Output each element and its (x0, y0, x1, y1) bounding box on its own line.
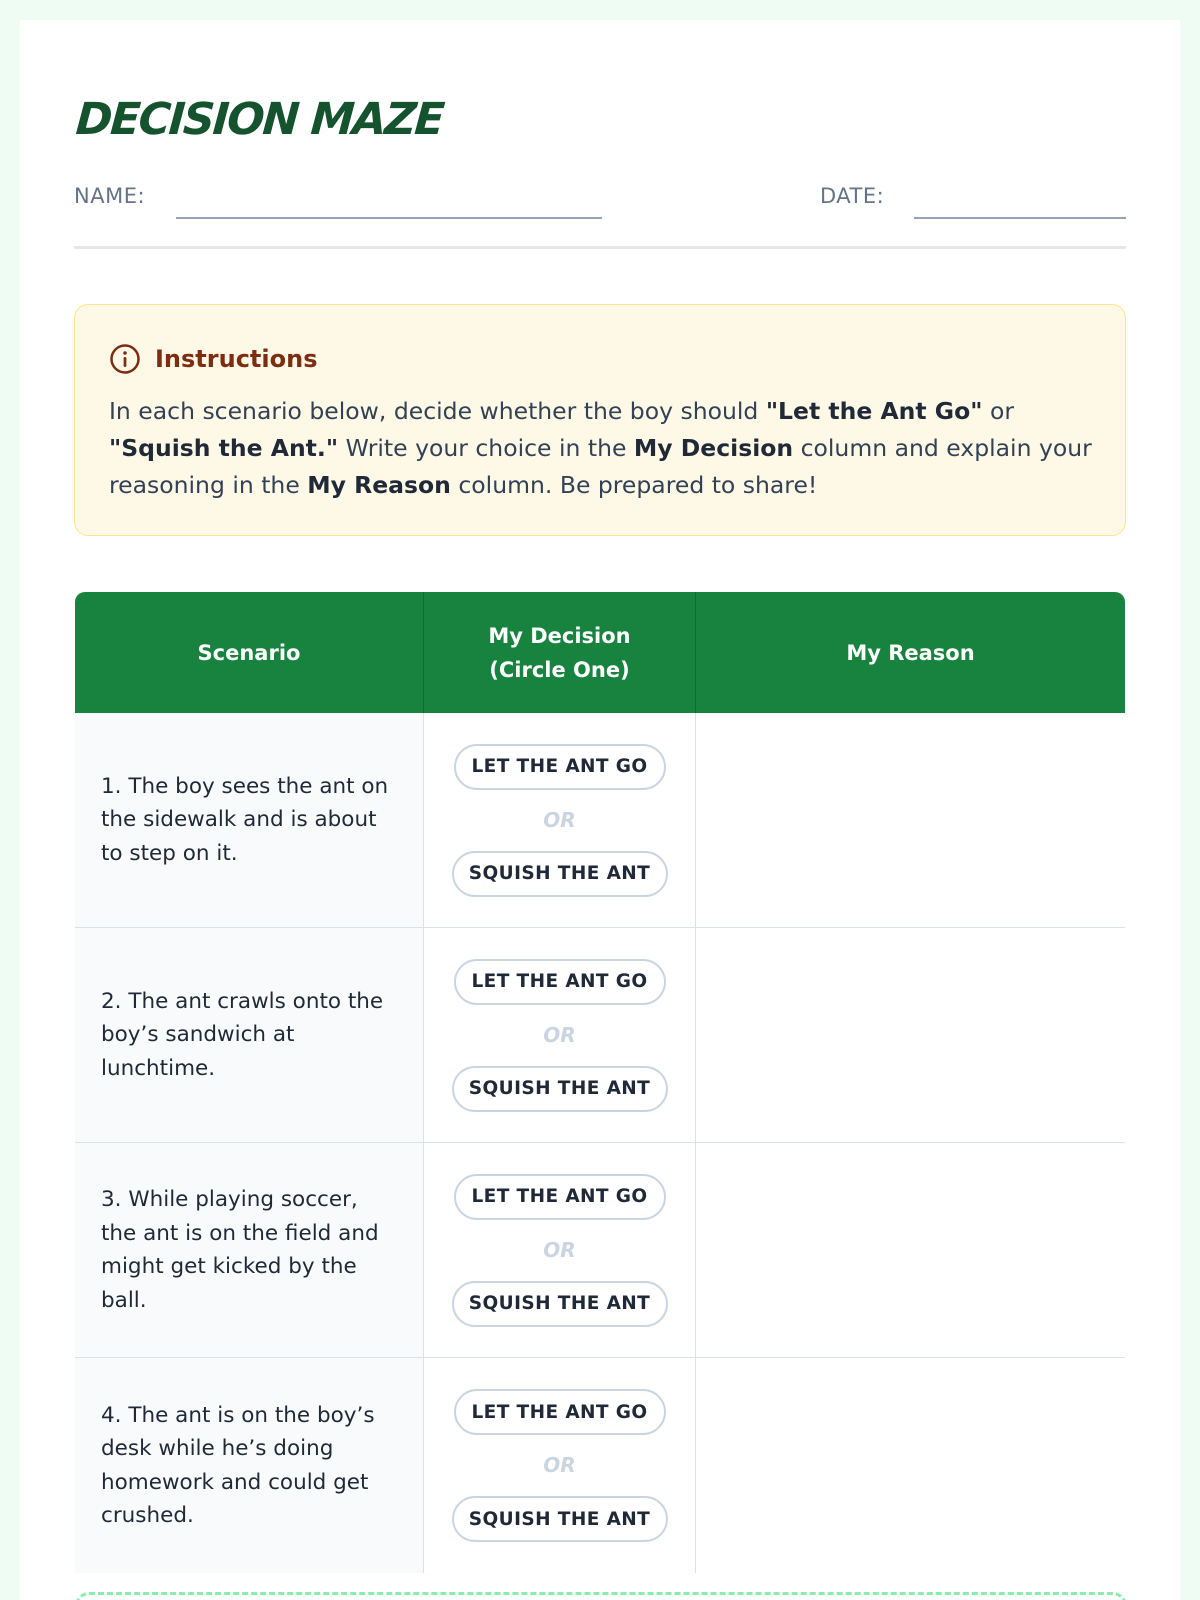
decision-cell (424, 713, 696, 927)
name-field[interactable] (176, 217, 602, 219)
table-row (75, 1143, 1125, 1358)
scenario-cell: 4. The ant is on the boy’s desk while he’s doing homework and could get crushed. (75, 1358, 424, 1573)
instructions-title: Instructions (155, 345, 318, 373)
header-decision: My Decision (Circle One) (424, 592, 696, 713)
info-icon (109, 343, 141, 375)
squish-ant-option[interactable]: SQUISH THE ANT (452, 1496, 668, 1542)
or-separator: OR (543, 1022, 576, 1047)
date-field[interactable] (914, 217, 1126, 219)
let-ant-go-option[interactable]: LET THE ANT GO (454, 744, 666, 790)
reason-cell[interactable] (696, 713, 1125, 927)
scenario-cell: 1. The boy sees the ant on the sidewalk and is about to step on it. (75, 713, 424, 927)
decision-cell (424, 1143, 696, 1357)
decision-table (75, 592, 1125, 1573)
header-divider (74, 246, 1126, 249)
dashed-box-edge (75, 1592, 1127, 1600)
let-ant-go-option[interactable]: LET THE ANT GO (454, 1174, 666, 1220)
instructions-header (109, 343, 317, 375)
decision-cell (424, 1358, 696, 1573)
worksheet-title: DECISION MAZE (74, 94, 445, 145)
squish-ant-option[interactable]: SQUISH THE ANT (452, 1281, 668, 1327)
table-row (75, 713, 1125, 928)
table-row (75, 1358, 1125, 1573)
reason-cell[interactable] (696, 1358, 1125, 1573)
name-label: NAME: (74, 184, 146, 208)
header-reason: My Reason (846, 640, 975, 665)
instructions-text: In each scenario below, decide whether the boy should "Let the Ant Go" or "Squish the Ant." Write your choice in the My Decision column and explain your reasoning in the My Reason column. Be prepared to share! (109, 397, 1092, 499)
or-separator: OR (543, 1453, 576, 1477)
scenario-cell: 2. The ant crawls onto the boy’s sandwich at lunchtime. (75, 928, 424, 1142)
table-header (75, 592, 1125, 713)
decision-cell (424, 928, 696, 1142)
squish-ant-option[interactable]: SQUISH THE ANT (452, 851, 668, 897)
instructions-callout (74, 304, 1126, 536)
date-label: DATE: (820, 184, 885, 208)
reason-cell[interactable] (696, 1143, 1125, 1357)
or-separator: OR (543, 1237, 576, 1262)
squish-ant-option[interactable]: SQUISH THE ANT (452, 1066, 668, 1112)
let-ant-go-option[interactable]: LET THE ANT GO (454, 959, 666, 1005)
worksheet (20, 20, 1180, 1600)
scenario-cell: 3. While playing soccer, the ant is on the field and might get kicked by the ball. (75, 1143, 424, 1357)
let-ant-go-option[interactable]: LET THE ANT GO (454, 1389, 666, 1435)
header-scenario: Scenario (75, 592, 424, 713)
table-row (75, 928, 1125, 1143)
or-separator: OR (543, 807, 576, 832)
reason-cell[interactable] (696, 928, 1125, 1142)
